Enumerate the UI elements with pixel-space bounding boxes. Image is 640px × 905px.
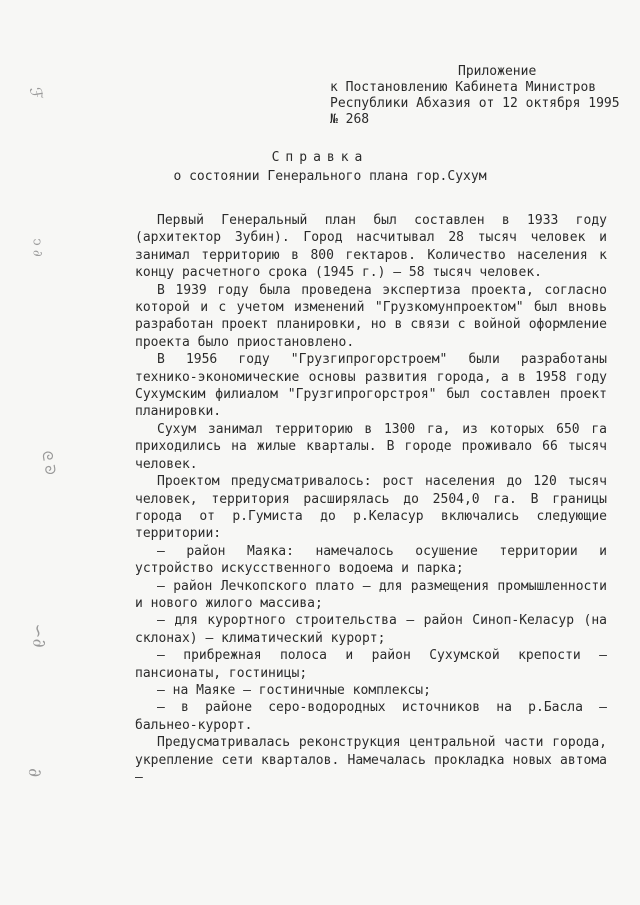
paragraph: Сухум занимал территорию в 1300 га, из которых 650 га приходились на жилые кварталы. В городе проживало 66 тысяч человек. xyxy=(135,421,607,472)
paragraph: В 1939 году была проведена экспертиза проекта, согласно которой и с учетом изменений "Грузкомунпроектом" был вновь разработан проект планировки, но в связи с войной оформление проекта было приостановлено. xyxy=(135,282,607,350)
appendix-line-3: № 268 xyxy=(330,112,370,127)
appendix-line-2: Республики Абхазия от 12 октября 1995 xyxy=(330,96,620,111)
paragraph: Проектом предусматривалось: рост населения до 120 тысяч человек, территория расширялась до 2504,0 га. В границы города от р.Гумиста до р.Келасур включались следующие территории: xyxy=(135,474,607,542)
list-item: – район Маяка: намечалось осушение территории и устройство искусственного водоема и парка; xyxy=(135,543,607,577)
paragraph: Первый Генеральный план был составлен в 1933 году (архитектор Зубин). Город насчитывал 28 тысяч человек и занимал территорию в 800 гектаров. Количество населения к концу расчетного срока (1945 г.) – 58 тысяч человек. xyxy=(135,213,607,281)
margin-handwriting-mark: ↄ ∂ xyxy=(29,238,45,257)
document-title: Справка xyxy=(271,150,369,165)
margin-handwriting-mark: ∂ xyxy=(23,766,46,779)
appendix-header xyxy=(330,64,630,128)
appendix-line-1: к Постановлению Кабинета Министров xyxy=(330,80,597,95)
paragraph: В 1956 году "Грузгипрогорстроем" были разработаны технико-экономические основы развития города, а в 1958 году Сухумским филиалом "Грузгипрогорстроя" был составлен проект планировки. xyxy=(135,352,607,420)
document-subtitle: о состоянии Генерального плана гор.Сухум xyxy=(173,169,487,184)
document-body xyxy=(135,212,607,786)
list-item: – прибрежная полоса и район Сухумской крепости – пансионаты, гостиницы; xyxy=(135,648,607,681)
paragraph: Предусматривалась реконструкция центральной части города, укрепление сети кварталов. Намечалась прокладка новых автома – xyxy=(135,735,607,785)
appendix-label: Приложение xyxy=(458,64,537,79)
margin-handwriting-mark: ᘓ ᘐ xyxy=(38,449,59,477)
list-item: – район Лечкопского плато – для размещения промышленности и нового жилого массива; xyxy=(135,578,607,611)
margin-handwriting-mark: ∽∂ xyxy=(26,622,50,649)
list-item: – в районе серо-водородных источников на р.Басла – бальнео-курорт. xyxy=(135,700,607,733)
list-item: – для курортного строительства – район Синоп-Келасур (на склонах) – климатический курорт; xyxy=(135,613,607,646)
margin-handwriting-mark: ℱ xyxy=(25,85,47,102)
list-item: – на Маяке – гостиничные комплексы; xyxy=(157,682,431,698)
